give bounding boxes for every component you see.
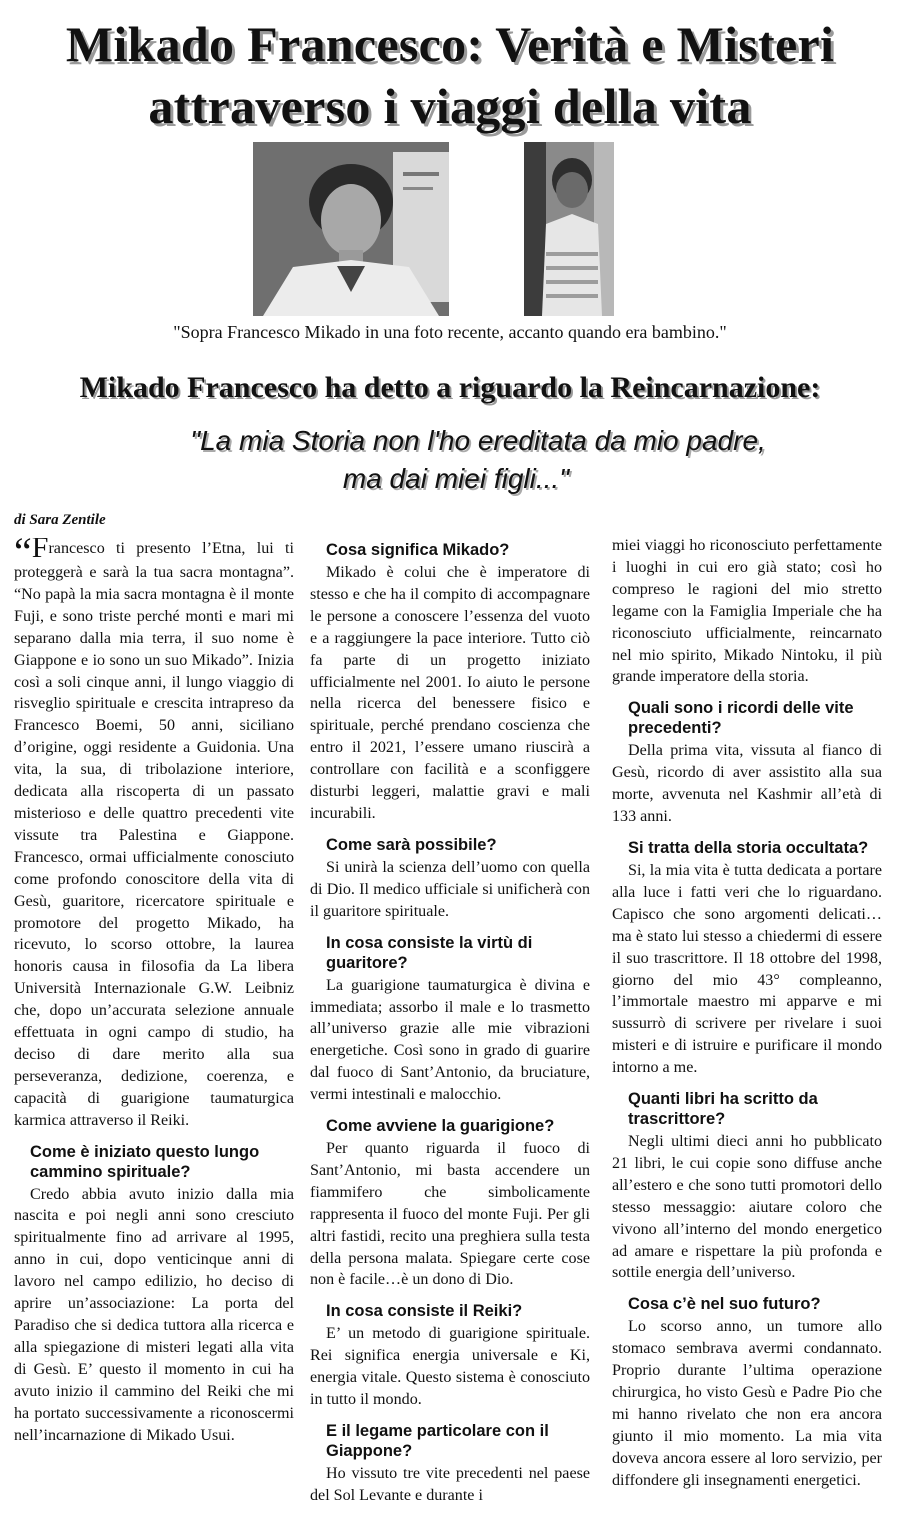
answer-paragraph: Mikado è colui che è imperatore di stesso e che ha il compito di accompagnare le persone a conoscere l’essenza del vuoto e a raggiungere la pace interiore. Tutto ciò fa parte di un progetto iniziato ufficialmente nel 2001. Io aiuto le persone nella ricerca del benessere fisico e spirituale, perché prendano coscienza che entro il 2021, l’essere umano riuscirà a controllare con facilità e a sconfiggere disturbi leggeri, malattie gravi e mali incurabili. [310,564,590,822]
question-heading: Cosa c’è nel suo futuro? [628,1295,821,1314]
pull-quote-line-2: ma dai miei figli..." [342,463,570,494]
answer-paragraph: Della prima vita, vissuta al fianco di Gesù, ricordo di aver assistito alla sua morte, avvenuta nel Kashmir all’età di 133 anni. [612,742,882,826]
answer-paragraph: La guarigione taumaturgica è divina e immediata; assorbo il male e lo trasmetto all’universo grazie alle mie vibrazioni energetiche. Così sono in grado di guarire dal fuoco di Sant’Antonio, da bruciature, vermi intestinali e malocchio. [310,976,590,1104]
photo-caption: "Sopra Francesco Mikado in una foto recente, accanto quando era bambino." [173,322,727,342]
continued-paragraph: miei viaggi ho riconosciuto perfettamente i luoghi in cui ero già stato; così ho compreso le ragioni del mio stretto legame con la Famiglia Imperiale che ha riconosciuto ufficialmente, reincarnato nel mio spirito, Mikado Nintoku, il più grande imperatore della storia. [612,537,882,686]
intro-paragraph [14,538,294,1132]
answer-paragraph: Negli ultimi dieci anni ho pubblicato 21 libri, le cui copie sono diffuse anche all’estero e che sono tutti promotori dello stesso messaggio: aiutare coloro che vivono all’interno del mondo energetico ad amare e rispettare la più profonda e sottile energia dell’universo. [612,1133,882,1282]
opening-quote-mark: “ [14,538,32,574]
question-heading: Come è iniziato questo lungo cammino spirituale? [30,1142,260,1181]
article-column-1 [14,538,294,1518]
answer-paragraph: E’ un metodo di guarigione spirituale. Rei significa energia universale e Ki, energia vitale. Questo sistema è conosciuto in tutto il mondo. [310,1325,590,1409]
question-heading: Quanti libri ha scritto da trascrittore? [628,1090,818,1129]
question-heading: Quali sono i ricordi delle vite precedenti? [628,699,854,738]
sub-headline: Mikado Francesco ha detto a riguardo la Reincarnazione: [79,371,821,404]
question-heading: Si tratta della storia occultata? [628,838,869,857]
adult-portrait-image [253,142,449,316]
article-column-2 [310,538,590,1518]
answer-paragraph: Si unirà la scienza dell’uomo con quella di Dio. Il medico ufficiale si unificherà con il guaritore spirituale. [310,858,590,920]
question-heading: In cosa consiste la virtù di guaritore? [326,933,533,972]
answer-paragraph: Lo scorso anno, un tumore allo stomaco sembrava avermi condannato. Proprio durante l’ultima operazione chirurgica, ho visto Gesù e Padre Pio che mi hanno rivelato che non era ancora giunto il mio momento. La mia vita doveva ancora essere al loro servizio, per diffondere gli insegnamenti energetici. [612,1318,882,1489]
photo-adult [253,142,449,316]
answer-paragraph: Per quanto riguarda il fuoco di Sant’Antonio, mi basta accendere un fiammifero che simbolicamente rappresenta il fuoco del monte Fuji. Per gli altri fastidi, recito una preghiera sulla testa della persona malata. Spiegare certe cose non è facile…è un dono di Dio. [310,1140,590,1289]
article-column-3 [612,535,882,1518]
answer-paragraph: Credo abbia avuto inizio dalla mia nascita e poi negli anni sono cresciuto spiritualmente fino ad arrivare al 1995, anno in cui, dopo venticinque anni di lavoro nel campo edilizio, ho deciso di aprire un’associazione: La porta del Paradiso che si dedica tuttora alla ricerca e alla spiegazione di misteri legati alla vita di Gesù. E’ questo il momento in cui ha avuto inizio il cammino del Reiki che mi ha portato successivamente a riconoscermi nell’incarnazione di Mikado Usui. [14,1185,294,1444]
headline-line-2: attraverso i viaggi della vita [148,78,752,134]
drop-cap: F [31,538,49,564]
answer-paragraph: Ho vissuto tre vite precedenti nel paese del Sol Levante e durante i [310,1465,590,1504]
pull-quote-line-1: "La mia Storia non l'ho ereditata da mio padre, [190,425,766,456]
byline: di Sara Zentile [14,512,106,528]
answer-paragraph: Si, la mia vita è tutta dedicata a portare alla luce i fatti veri che lo riguardano. Capisco che sono argomenti delicati… ma è stato lui stesso a chiedermi di essere il suo trascrittore. Il 18 ottobre del 1998, giorno del mio 43° compleanno, l’immortale maestro mi apparve e mi sussurrò di scrivere per rivelare i suoi misteri e di istruire e purificare il mondo intorno a me. [612,861,882,1077]
question-heading: Come avviene la guarigione? [326,1117,555,1136]
question-heading: E il legame particolare con il Giappone? [326,1422,549,1460]
question-heading: Cosa significa Mikado? [326,541,510,559]
question-heading: Come sarà possibile? [326,835,497,854]
child-portrait-image [524,142,614,316]
headline-line-1: Mikado Francesco: Verità e Misteri [65,16,835,72]
question-heading: In cosa consiste il Reiki? [326,1302,523,1321]
intro-text: rancesco ti presento l’Etna, lui ti proteggerà e sarà la tua sacra montagna”. “No papà la mia sacra montagna è il monte Fuji, e sono triste perché monti e mari mi separano dalla mia terra, il suo nome è Giappone e io sono un suo Mikado”. Inizia così a soli cinque anni, il lungo viaggio di risveglio spirituale e crescita intrapreso da Francesco Boemi, 50 anni, siciliano d’origine, oggi residente a Guidonia. Una vita, la sua, di tribolazione interiore, dedicata alla riscoperta di un passato misterioso e delle quattro precedenti vite vissute tra Palestina e Giappone. Francesco, ormai ufficialmente conosciuto come profondo conoscitore della vita di Gesù, guaritore, ricercatore spirituale e promotore del progetto Mikado, ha ricevuto, lo scorso ottobre, la laurea honoris causa in filosofia da La libera Università Internazionale G.W. Leibniz che, dopo un’accurata selezione annuale effettuata in ogni campo di studio, ha deciso di dare merito alla sua perseveranza, dedizione, coerenza, e capacità di guarigione taumaturgica karmica attraverso il Reiki. [14,540,294,1129]
photo-child [524,142,614,316]
